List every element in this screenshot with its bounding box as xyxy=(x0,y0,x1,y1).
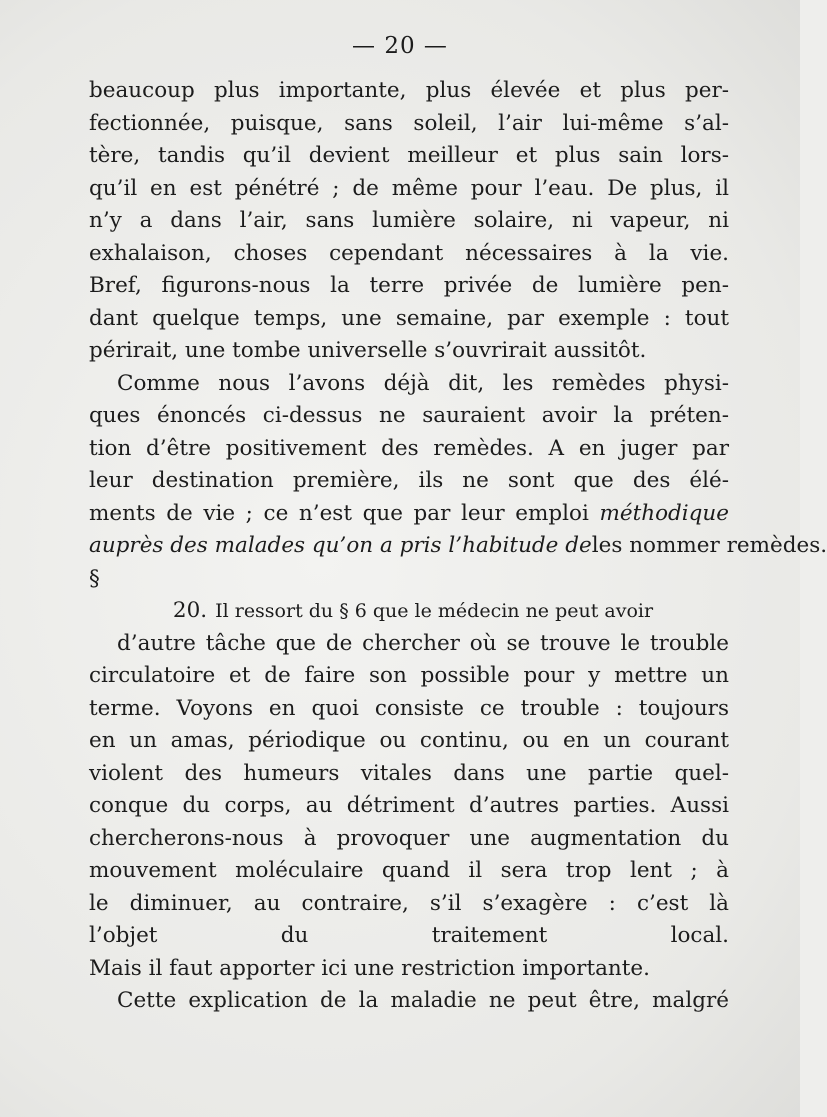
section-number: Il ressort du § 6 que le médecin ne peut avoir xyxy=(215,600,654,622)
text-line: Comme nous l’avons déjà dit, les remèdes physi- xyxy=(117,370,729,396)
text-line: n’y a dans l’air, sans lumière solaire, ni vapeur, ni xyxy=(89,208,729,233)
text-line: qu’il en est pénétré ; de même pour l’eau. De plus, il xyxy=(89,175,729,201)
text-line: mouvement moléculaire quand il sera trop lent ; à xyxy=(89,858,729,883)
text-line: Bref, figurons-nous la terre privée de lumière pen- xyxy=(89,273,729,298)
text-line: dant quelque temps, une semaine, par exemple : tout xyxy=(89,305,729,331)
text-line: ques énoncés ci-dessus ne sauraient avoir la préten- xyxy=(89,403,729,428)
text-line: conque du corps, au détriment d’autres parties. Aussi xyxy=(89,793,729,818)
text-line: beaucoup plus importante, plus élevée et plus per- xyxy=(89,78,729,103)
text-line: chercherons-nous à provoquer une augmentation du xyxy=(89,825,729,851)
text-line: circulatoire et de faire son possible pour y mettre un xyxy=(89,663,729,688)
text-line: d’autre tâche que de chercher où se trouve le trouble xyxy=(117,630,729,656)
text-line xyxy=(89,498,729,531)
text-line xyxy=(89,530,827,563)
page-number: — 20 — xyxy=(352,33,448,59)
text-line: Mais il faut apporter ici une restriction importante. xyxy=(89,955,650,981)
text-line: tion d’être positivement des remèdes. A en juger par xyxy=(89,435,729,461)
text-line: l’objet du traitement local. xyxy=(89,923,729,948)
text-fragment: les nommer remèdes. xyxy=(591,533,827,558)
text-line: exhalaison, choses cependant nécessaires à la vie. xyxy=(89,240,729,266)
italic-word: auprès des malades qu’on a pris l’habitude de xyxy=(89,533,592,558)
text-line: leur destination première, ils ne sont que des élé- xyxy=(89,468,729,493)
text-line: le diminuer, au contraire, s’il s’exagère : c’est là xyxy=(89,890,729,916)
text-line: fectionnée, puisque, sans soleil, l’air lui-même s’al- xyxy=(89,110,729,136)
section-sign: 20. xyxy=(172,598,208,623)
text-fragment: ments de vie ; ce n’est que par leur emploi xyxy=(89,500,600,526)
text-line: § xyxy=(89,565,100,591)
text-line: Cette explication de la maladie ne peut être, malgré xyxy=(117,988,729,1013)
page-body xyxy=(89,75,827,1018)
text-line: périrait, une tombe universelle s’ouvrirait aussitôt. xyxy=(89,338,647,363)
text-line: tère, tandis qu’il devient meilleur et plus sain lors- xyxy=(89,143,729,168)
text-line: violent des humeurs vitales dans une partie quel- xyxy=(89,760,729,786)
text-line: terme. Voyons en quoi consiste ce trouble : toujours xyxy=(89,695,729,721)
section-heading xyxy=(89,595,729,628)
text-line: en un amas, périodique ou continu, ou en un courant xyxy=(89,728,729,753)
italic-word: méthodique xyxy=(599,500,729,526)
